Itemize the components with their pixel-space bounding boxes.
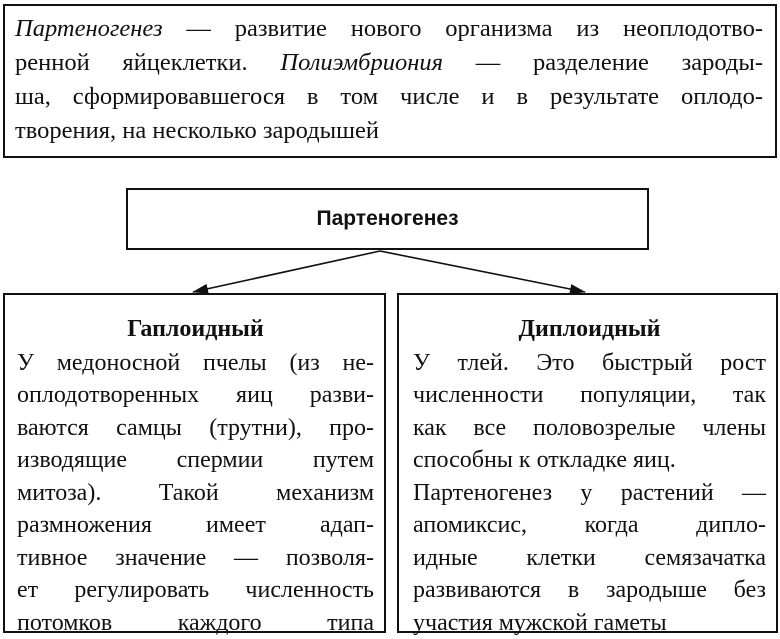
definition-line: творения, на несколько зародышей (15, 114, 763, 148)
term-polyembryony: Полиэмбриония (280, 49, 443, 76)
diploid-text-line: участия мужской гаметы (413, 607, 766, 639)
arrow-to-diploid (380, 251, 585, 292)
diploid-text-line: У тлей. Это быстрый рост (413, 347, 766, 380)
definition-text: — разделение зароды- (443, 49, 763, 76)
term-parthenogenesis: Партеногенез (15, 15, 163, 42)
root-node (126, 188, 649, 250)
diploid-text-line: как все половозрелые члены (413, 412, 766, 445)
diploid-node (397, 293, 778, 633)
haploid-text-line: изводящие спермии путем (17, 444, 374, 477)
definition-text: — развитие нового организма из неоплодотво- (163, 15, 763, 42)
diploid-text-line: развиваются в зародыше без (413, 574, 766, 607)
diploid-title: Диплоидный (413, 313, 766, 346)
haploid-text-line: размножения имеет адап- (17, 509, 374, 542)
diploid-text-line: идные клетки семязачатка (413, 542, 766, 575)
definition-box (3, 4, 777, 158)
definition-text: ренной яйцеклетки. (15, 49, 280, 76)
haploid-text-line: тивное значение — позволя- (17, 542, 374, 575)
definition-line (15, 12, 763, 46)
diploid-text-line: Партеногенез у растений — (413, 477, 766, 510)
haploid-text-line: ваются самцы (трутни), про- (17, 412, 374, 445)
haploid-text-line: ет регулировать численность (17, 574, 374, 607)
diploid-text-line: численности популяции, так (413, 379, 766, 412)
haploid-text-line: потомков каждого типа (17, 607, 374, 639)
arrow-to-haploid (193, 251, 380, 292)
definition-line: ша, сформировавшегося в том числе и в результате оплодо- (15, 80, 763, 114)
haploid-text-line: митоза). Такой механизм (17, 477, 374, 510)
haploid-title: Гаплоидный (17, 313, 374, 346)
diploid-text-line: способны к откладке яиц. (413, 444, 766, 477)
haploid-text-line: У медоносной пчелы (из не- (17, 347, 374, 380)
root-node-label: Партеногенез (316, 207, 458, 231)
haploid-node (3, 293, 386, 633)
diploid-text-line: апомиксис, когда дипло- (413, 509, 766, 542)
haploid-text-line: оплодотворенных яиц разви- (17, 379, 374, 412)
definition-line (15, 46, 763, 80)
